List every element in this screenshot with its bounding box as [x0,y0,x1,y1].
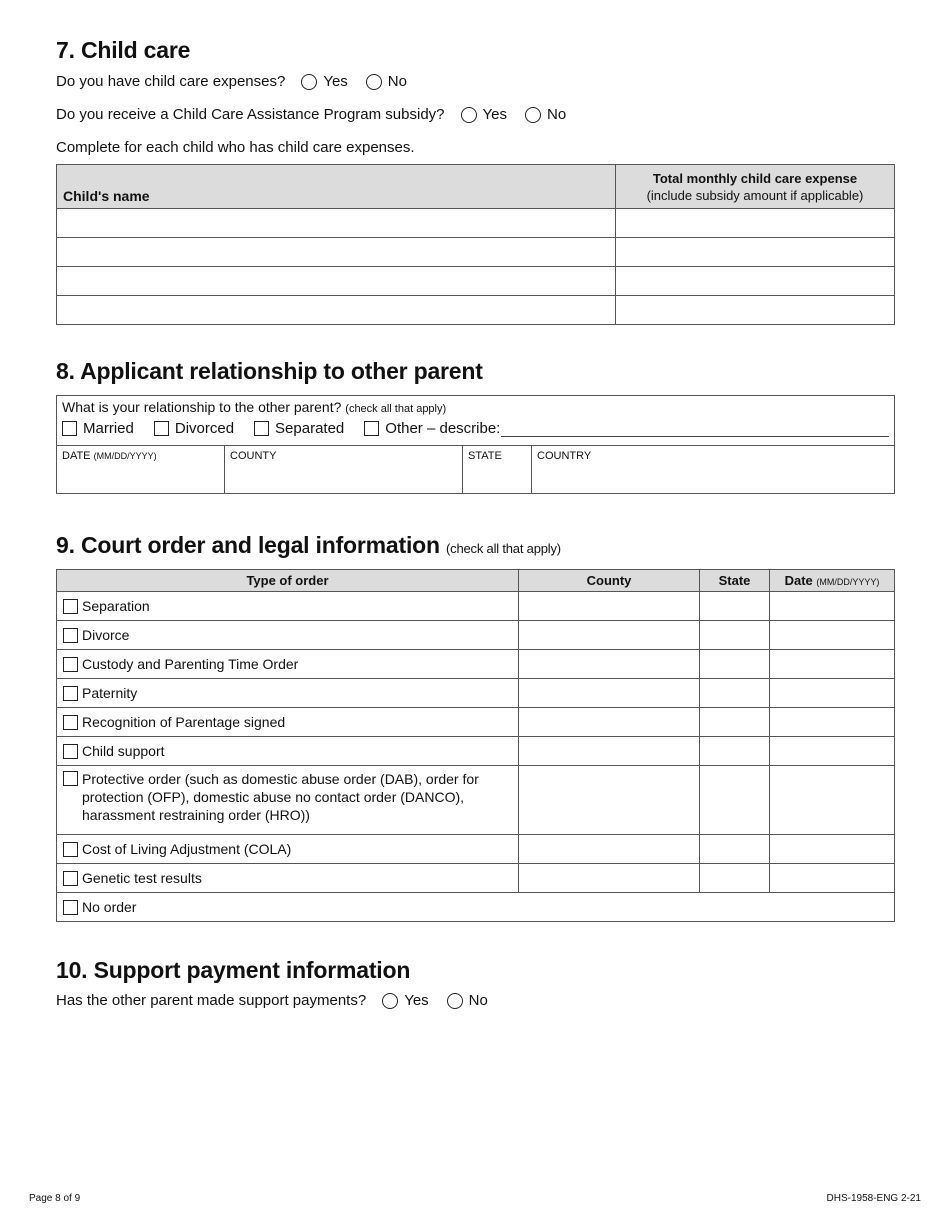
checkbox-paternity[interactable] [63,686,78,701]
order-type-cell [57,737,519,766]
monthly-expense-header [616,165,895,209]
table-row [57,296,895,325]
childs-name-field[interactable] [57,209,616,238]
date-cell[interactable] [770,592,895,621]
type-of-order-header: Type of order [57,570,519,592]
table-row [57,864,895,893]
date-cell[interactable] [770,650,895,679]
order-type-cell [57,835,519,864]
field-label: DATE [62,450,91,462]
table-row [57,893,895,922]
relationship-question-area [57,396,894,446]
date-cell[interactable] [770,679,895,708]
question-text: Do you receive a Child Care Assistance Program subsidy? [56,106,445,123]
ccap-subsidy-no[interactable] [525,106,566,123]
county-cell[interactable] [519,621,700,650]
other-describe-field[interactable] [501,420,889,437]
radio-button[interactable] [447,993,463,1009]
radio-button[interactable] [461,107,477,123]
page-number: Page 8 of 9 [29,1193,81,1204]
order-type-cell [57,864,519,893]
order-label: Paternity [82,685,138,701]
order-label: Recognition of Parentage signed [82,714,286,730]
option-label: No [547,106,567,123]
form-id: DHS-1958-ENG 2-21 [826,1193,921,1204]
table-row [57,592,895,621]
state-cell[interactable] [700,737,770,766]
date-cell[interactable] [770,835,895,864]
state-cell[interactable] [700,592,770,621]
child-care-expenses-no[interactable] [366,73,407,90]
order-type-cell [57,766,519,835]
ccap-subsidy-question [56,106,584,123]
checkbox[interactable] [364,421,379,436]
question-note: (check all that apply) [345,403,447,415]
section-7-title: 7. Child care [56,37,191,63]
checkbox-custody[interactable] [63,657,78,672]
question-text: What is your relationship to the other parent? [62,399,342,415]
section-note: (check all that apply) [446,541,561,556]
order-label: Cost of Living Adjustment (COLA) [82,841,292,857]
checkbox-cola[interactable] [63,842,78,857]
header-text: Date [784,573,813,588]
county-cell[interactable] [519,835,700,864]
checkbox-recognition-of-parentage[interactable] [63,715,78,730]
option-married[interactable] [62,420,134,437]
county-cell[interactable] [519,708,700,737]
header-format: (MM/DD/YYYY) [816,577,880,587]
date-cell[interactable] [770,766,895,835]
checkbox-no-order[interactable] [63,900,78,915]
table-row [57,766,895,835]
section-10-title: 10. Support payment information [56,957,411,983]
state-cell[interactable] [700,864,770,893]
county-cell[interactable] [519,592,700,621]
option-label: Divorced [174,420,235,437]
radio-button[interactable] [366,74,382,90]
expense-field[interactable] [616,296,895,325]
option-other[interactable] [364,420,500,437]
section-8-title: 8. Applicant relationship to other parent [56,358,483,384]
table-row [57,708,895,737]
relationship-details-row [57,446,894,494]
checkbox[interactable] [154,421,169,436]
order-label: No order [82,899,137,915]
table-row [57,835,895,864]
state-cell[interactable] [700,621,770,650]
expense-field[interactable] [616,267,895,296]
relationship-question [62,399,889,415]
checkbox[interactable] [254,421,269,436]
checkbox-child-support[interactable] [63,744,78,759]
order-type-cell [57,621,519,650]
table-row [57,209,895,238]
option-label: Yes [404,992,429,1009]
state-cell[interactable] [700,835,770,864]
date-cell[interactable] [770,864,895,893]
section-9-title [56,532,561,559]
table-row [57,267,895,296]
county-cell[interactable] [519,737,700,766]
checkbox[interactable] [62,421,77,436]
field-label: COUNTY [230,450,277,462]
order-label: Divorce [82,627,130,643]
option-label: No [387,73,407,90]
option-label: Yes [482,106,507,123]
state-cell[interactable] [700,766,770,835]
date-header [770,570,895,592]
table-row [57,737,895,766]
checkbox-protective-order[interactable] [63,771,78,786]
option-label: Other – describe: [385,420,501,437]
checkbox-separation[interactable] [63,599,78,614]
date-cell[interactable] [770,708,895,737]
county-cell[interactable] [519,650,700,679]
date-cell[interactable] [770,737,895,766]
state-cell[interactable] [700,679,770,708]
order-label: Protective order (such as domestic abuse order (DAB), order for protection (OFP), domestic abuse no contact order (DANCO), harassment restraining order (HRO)) [82,771,479,823]
childs-name-header: Child's name [57,165,616,209]
checkbox-divorce[interactable] [63,628,78,643]
header-line-1: Total monthly child care expense [652,170,858,186]
no-order-cell [57,893,895,922]
child-care-expenses-yes[interactable] [301,73,347,90]
option-divorced[interactable] [154,420,234,437]
relationship-options [62,420,889,437]
county-cell[interactable] [519,679,700,708]
order-type-cell [57,679,519,708]
country-field[interactable] [532,446,894,494]
order-label: Custody and Parenting Time Order [82,656,299,672]
expense-field[interactable] [616,238,895,267]
table-row [57,650,895,679]
option-label: Yes [323,73,348,90]
option-label: No [468,992,488,1009]
court-order-table [56,569,895,922]
state-field[interactable] [463,446,532,494]
childs-name-field[interactable] [57,267,616,296]
state-cell[interactable] [700,708,770,737]
child-care-table [56,164,895,325]
child-care-instruction: Complete for each child who has child care expenses. [56,139,415,156]
expense-field[interactable] [616,209,895,238]
order-label: Genetic test results [82,870,202,886]
option-label: Married [83,420,134,437]
order-type-cell [57,708,519,737]
field-label: STATE [468,450,502,462]
table-row [57,679,895,708]
header-line-2: (include subsidy amount if applicable) [646,187,864,203]
order-type-cell [57,592,519,621]
order-label: Child support [82,743,165,759]
radio-button[interactable] [382,993,398,1009]
order-type-cell [57,650,519,679]
order-label: Separation [82,598,150,614]
option-label: Separated [275,420,345,437]
county-header: County [519,570,700,592]
radio-button[interactable] [525,107,541,123]
state-cell[interactable] [700,650,770,679]
question-text: Do you have child care expenses? [56,73,286,90]
table-row [57,238,895,267]
option-separated[interactable] [254,420,344,437]
field-label: COUNTRY [537,450,592,462]
state-header: State [700,570,770,592]
field-format: (MM/DD/YYYY) [93,451,157,461]
table-row [57,621,895,650]
date-cell[interactable] [770,621,895,650]
section-title-text: 9. Court order and legal information [56,532,440,558]
ccap-subsidy-yes[interactable] [461,106,507,123]
relationship-box [56,395,895,494]
support-payments-no[interactable] [447,992,488,1009]
radio-button[interactable] [301,74,317,90]
county-cell[interactable] [519,864,700,893]
childs-name-field[interactable] [57,238,616,267]
county-cell[interactable] [519,766,700,835]
checkbox-genetic-test[interactable] [63,871,78,886]
child-care-expenses-question [56,73,425,90]
support-payments-yes[interactable] [382,992,428,1009]
childs-name-field[interactable] [57,296,616,325]
support-payments-question [56,992,506,1009]
county-field[interactable] [225,446,463,494]
question-text: Has the other parent made support payments? [56,992,367,1009]
date-field[interactable] [57,446,225,494]
